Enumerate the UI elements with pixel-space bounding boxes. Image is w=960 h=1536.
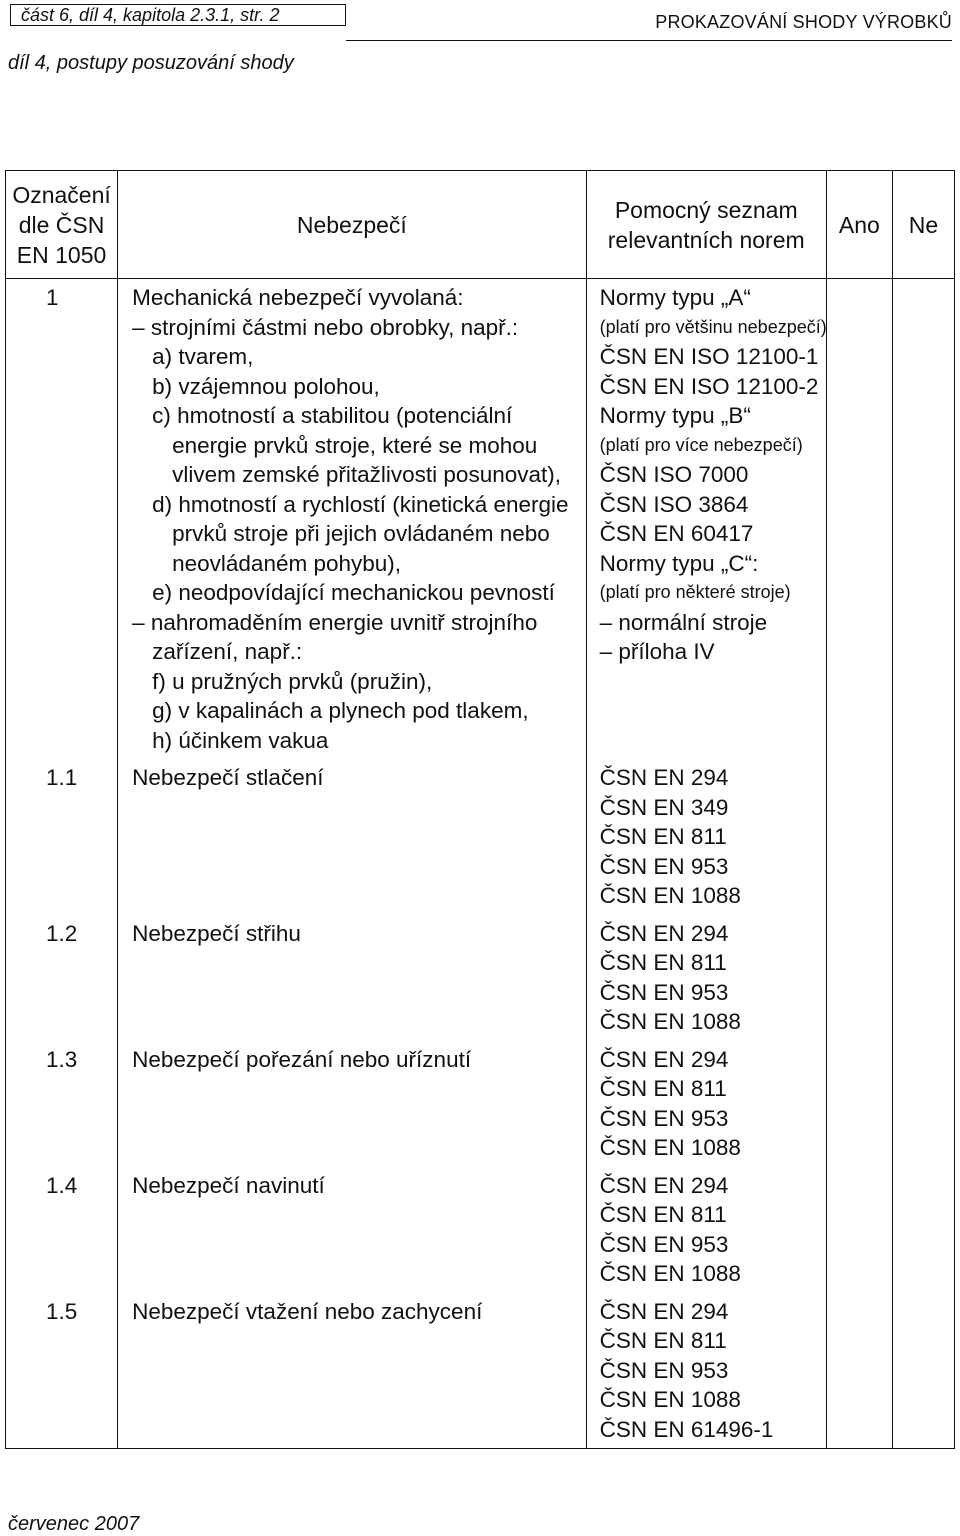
hazard-number: 1.3 <box>6 1041 118 1167</box>
hazard-description <box>118 915 586 1041</box>
no-cell[interactable] <box>892 1041 954 1167</box>
no-cell[interactable] <box>892 279 954 760</box>
hazard-line: Nebezpečí pořezání nebo uříznutí <box>132 1046 472 1072</box>
standard-item: ČSN EN 1088 <box>599 1387 741 1412</box>
hazard-description <box>118 279 586 760</box>
yes-header: Ano <box>826 171 892 279</box>
standard-item: (platí pro většinu nebezpečí) <box>599 316 827 337</box>
hazard-line: – nahromaděním energie uvnitř strojního <box>132 609 538 635</box>
standard-item: ČSN EN 811 <box>599 1202 727 1227</box>
hazard-line: zařízení, např.: <box>152 639 303 664</box>
hazard-number: 1 <box>6 279 118 760</box>
page-title: PROKAZOVÁNÍ SHODY VÝROBKŮ <box>655 12 952 32</box>
standards-list <box>586 759 826 915</box>
yes-cell[interactable] <box>826 1041 892 1167</box>
hazard-line: – strojními částmi nebo obrobky, např.: <box>132 314 519 340</box>
yes-cell[interactable] <box>826 1167 892 1293</box>
table-body <box>6 279 955 1449</box>
hazard-number: 1.2 <box>6 915 118 1041</box>
standard-item: ČSN EN 953 <box>599 853 729 879</box>
standard-item: ČSN EN 1088 <box>599 1009 741 1034</box>
standards-header-line: relevantních norem <box>607 226 805 253</box>
hazard-number: 1.4 <box>6 1167 118 1293</box>
header-divider <box>346 40 952 41</box>
standard-item: ČSN EN 294 <box>599 1298 729 1324</box>
standard-item: ČSN EN 61496-1 <box>599 1416 774 1442</box>
yes-cell[interactable] <box>826 279 892 760</box>
standards-list <box>586 1293 826 1449</box>
hazard-header: Nebezpečí <box>118 171 586 279</box>
standard-item: ČSN EN 953 <box>599 1357 729 1383</box>
no-cell[interactable] <box>892 759 954 915</box>
yes-cell[interactable] <box>826 915 892 1041</box>
hazard-line: a) tvarem, <box>152 344 254 369</box>
hazard-line: f) u pružných prvků (pružin), <box>152 668 433 694</box>
standard-item: ČSN EN 953 <box>599 979 729 1005</box>
standard-item: ČSN EN 1088 <box>599 1135 741 1160</box>
standard-item: ČSN EN 294 <box>599 1172 729 1198</box>
hazard-description <box>118 1167 586 1293</box>
standard-item: ČSN EN 953 <box>599 1105 729 1131</box>
hazard-description <box>118 1041 586 1167</box>
no-header: Ne <box>892 171 954 279</box>
table-row <box>6 1041 955 1167</box>
standard-item: – příloha IV <box>599 639 715 664</box>
standard-item: ČSN EN 811 <box>599 1328 727 1353</box>
hazard-line: prvků stroje při jejich ovládaném nebo <box>172 521 550 546</box>
hazard-number: 1.5 <box>6 1293 118 1449</box>
no-cell[interactable] <box>892 1293 954 1449</box>
standard-item: ČSN EN 294 <box>599 920 729 946</box>
standard-item: ČSN EN 60417 <box>599 521 754 546</box>
table-header-row <box>6 171 955 279</box>
standard-item: ČSN ISO 3864 <box>599 491 749 517</box>
hazard-line: Nebezpečí vtažení nebo zachycení <box>132 1298 483 1324</box>
hazard-line: Mechanická nebezpečí vyvolaná: <box>132 285 464 310</box>
standards-header <box>586 171 826 279</box>
standard-item: (platí pro některé stroje) <box>599 582 791 602</box>
hazard-line: d) hmotností a rychlostí (kinetická energie <box>152 491 569 517</box>
no-cell[interactable] <box>892 915 954 1041</box>
standards-header-line: Pomocný seznam <box>614 196 798 223</box>
designation-header-line: Označení <box>12 181 111 208</box>
hazard-line: Nebezpečí střihu <box>132 920 301 946</box>
standards-list <box>586 1041 826 1167</box>
page-subtitle: díl 4, postupy posuzování shody <box>8 52 294 74</box>
standard-item: ČSN EN 1088 <box>599 1261 741 1286</box>
hazard-description <box>118 1293 586 1449</box>
hazard-number: 1.1 <box>6 759 118 915</box>
standard-item: ČSN EN 811 <box>599 1076 727 1101</box>
footer-date: červenec 2007 <box>8 1513 140 1535</box>
hazard-line: neovládaném pohybu), <box>172 550 402 576</box>
hazard-description <box>118 759 586 915</box>
table-row <box>6 759 955 915</box>
hazard-line: h) účinkem vakua <box>152 727 329 753</box>
no-cell[interactable] <box>892 1167 954 1293</box>
standard-item: ČSN EN 349 <box>599 794 729 820</box>
standard-item: ČSN ISO 7000 <box>599 462 749 487</box>
standard-item: ČSN EN 1088 <box>599 883 741 908</box>
hazard-table <box>5 170 955 1449</box>
standard-item: ČSN EN ISO 12100-1 <box>599 344 819 369</box>
standard-item: (platí pro více nebezpečí) <box>599 434 803 455</box>
designation-header-line: dle ČSN <box>18 211 105 238</box>
standards-list <box>586 1167 826 1293</box>
table-row <box>6 279 955 760</box>
yes-cell[interactable] <box>826 1293 892 1449</box>
hazard-line: g) v kapalinách a plynech pod tlakem, <box>152 698 529 723</box>
standards-list <box>586 279 826 760</box>
hazard-line: energie prvků stroje, které se mohou <box>172 432 538 458</box>
standard-item: Normy typu „B“ <box>599 403 751 428</box>
standard-item: ČSN EN 811 <box>599 950 727 975</box>
hazard-line: Nebezpečí stlačení <box>132 765 324 790</box>
standard-item: – normální stroje <box>599 609 768 635</box>
standard-item: Normy typu „A“ <box>599 285 751 310</box>
standard-item: ČSN EN 294 <box>599 765 729 790</box>
hazard-line: b) vzájemnou polohou, <box>152 373 380 399</box>
standard-item: ČSN EN 811 <box>599 824 727 849</box>
standard-item: ČSN EN 294 <box>599 1046 729 1072</box>
designation-header-line: EN 1050 <box>16 241 107 268</box>
standard-item: Normy typu „C“: <box>599 550 759 576</box>
hazard-line: vlivem zemské přitažlivosti posunovat), <box>172 462 561 487</box>
table-row <box>6 915 955 1041</box>
standards-list <box>586 915 826 1041</box>
yes-cell[interactable] <box>826 759 892 915</box>
table-row <box>6 1293 955 1449</box>
section-reference: část 6, díl 4, kapitola 2.3.1, str. 2 <box>10 4 346 26</box>
hazard-line: Nebezpečí navinutí <box>132 1172 325 1198</box>
standard-item: ČSN EN ISO 12100-2 <box>599 373 819 399</box>
hazard-line: c) hmotností a stabilitou (potenciální <box>152 403 513 428</box>
standard-item: ČSN EN 953 <box>599 1231 729 1257</box>
hazard-line: e) neodpovídající mechanickou pevností <box>152 580 555 605</box>
designation-header <box>6 171 118 279</box>
table-row <box>6 1167 955 1293</box>
